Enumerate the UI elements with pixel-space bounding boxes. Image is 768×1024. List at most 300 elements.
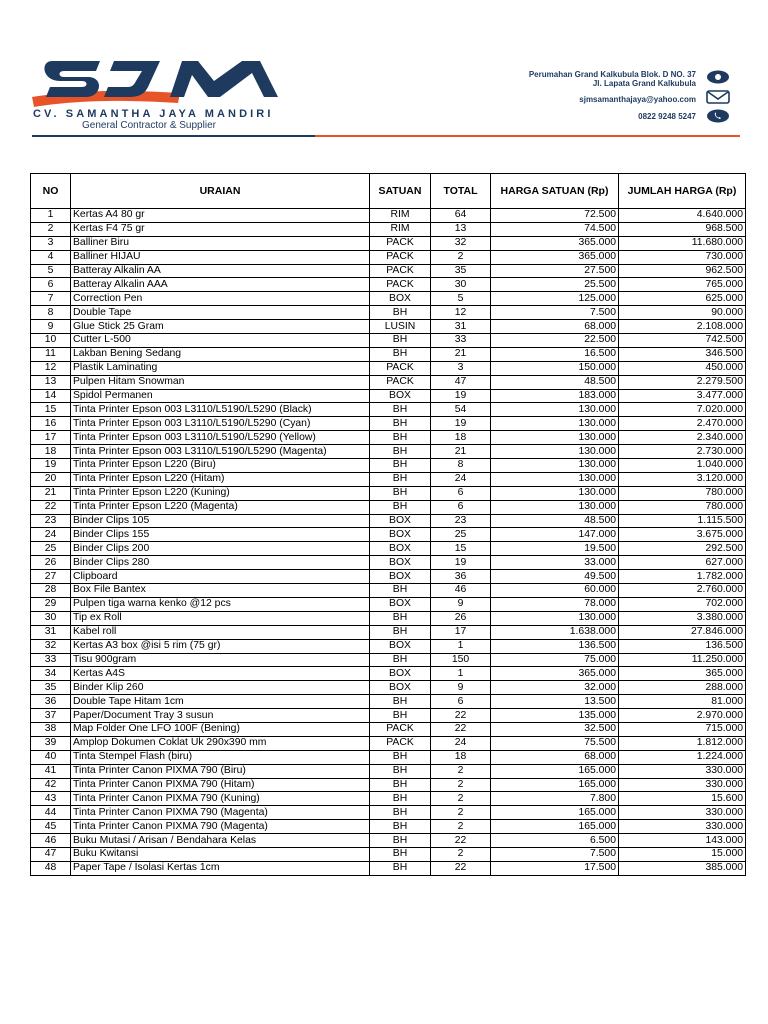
company-name: CV. SAMANTHA JAYA MANDIRI xyxy=(33,108,274,120)
row-harga-satuan: 19.500 xyxy=(491,542,619,556)
row-total: 32 xyxy=(431,236,491,250)
row-satuan: BH xyxy=(370,306,431,320)
row-satuan: BOX xyxy=(370,556,431,570)
row-uraian: Kertas A4 80 gr xyxy=(71,209,370,223)
row-harga-satuan: 165.000 xyxy=(491,778,619,792)
row-uraian: Batteray Alkalin AAA xyxy=(71,278,370,292)
row-harga-satuan: 27.500 xyxy=(491,264,619,278)
row-total: 19 xyxy=(431,389,491,403)
row-no: 45 xyxy=(31,820,71,834)
row-total: 1 xyxy=(431,667,491,681)
row-harga-satuan: 48.500 xyxy=(491,375,619,389)
row-jumlah-harga: 81.000 xyxy=(619,695,746,709)
row-no: 5 xyxy=(31,264,71,278)
table-row xyxy=(31,431,746,445)
whatsapp-icon xyxy=(706,109,730,123)
row-uraian: Tinta Stempel Flash (biru) xyxy=(71,750,370,764)
table-row xyxy=(31,764,746,778)
phone-text: 0822 9248 5247 xyxy=(638,112,696,121)
row-uraian: Double Tape Hitam 1cm xyxy=(71,695,370,709)
row-no: 34 xyxy=(31,667,71,681)
row-no: 18 xyxy=(31,445,71,459)
row-harga-satuan: 33.000 xyxy=(491,556,619,570)
row-harga-satuan: 1.638.000 xyxy=(491,625,619,639)
row-harga-satuan: 68.000 xyxy=(491,320,619,334)
row-total: 2 xyxy=(431,778,491,792)
table-row xyxy=(31,570,746,584)
row-no: 33 xyxy=(31,653,71,667)
row-jumlah-harga: 702.000 xyxy=(619,597,746,611)
row-jumlah-harga: 4.640.000 xyxy=(619,209,746,223)
row-total: 9 xyxy=(431,597,491,611)
row-no: 28 xyxy=(31,584,71,598)
item-table xyxy=(30,173,746,876)
row-uraian: Tinta Printer Epson 003 L3110/L5190/L5290 (Magenta) xyxy=(71,445,370,459)
row-harga-satuan: 7.500 xyxy=(491,306,619,320)
table-row xyxy=(31,695,746,709)
row-harga-satuan: 150.000 xyxy=(491,361,619,375)
table-row xyxy=(31,861,746,875)
row-harga-satuan: 365.000 xyxy=(491,236,619,250)
row-jumlah-harga: 2.470.000 xyxy=(619,417,746,431)
row-total: 54 xyxy=(431,403,491,417)
row-harga-satuan: 48.500 xyxy=(491,514,619,528)
row-no: 43 xyxy=(31,792,71,806)
row-satuan: BH xyxy=(370,611,431,625)
row-uraian: Pulpen Hitam Snowman xyxy=(71,375,370,389)
row-jumlah-harga: 1.812.000 xyxy=(619,736,746,750)
row-total: 2 xyxy=(431,792,491,806)
row-no: 24 xyxy=(31,528,71,542)
row-satuan: BH xyxy=(370,584,431,598)
row-satuan: BOX xyxy=(370,639,431,653)
row-harga-satuan: 49.500 xyxy=(491,570,619,584)
row-jumlah-harga: 365.000 xyxy=(619,667,746,681)
header-divider xyxy=(32,135,740,137)
row-total: 22 xyxy=(431,722,491,736)
row-total: 8 xyxy=(431,459,491,473)
row-no: 15 xyxy=(31,403,71,417)
row-no: 47 xyxy=(31,847,71,861)
row-total: 2 xyxy=(431,847,491,861)
row-uraian: Double Tape xyxy=(71,306,370,320)
row-harga-satuan: 165.000 xyxy=(491,764,619,778)
row-harga-satuan: 165.000 xyxy=(491,820,619,834)
row-jumlah-harga: 2.340.000 xyxy=(619,431,746,445)
row-satuan: PACK xyxy=(370,250,431,264)
row-total: 19 xyxy=(431,556,491,570)
row-jumlah-harga: 2.970.000 xyxy=(619,709,746,723)
table-row xyxy=(31,222,746,236)
table-row xyxy=(31,417,746,431)
email-text: sjmsamanthajaya@yahoo.com xyxy=(579,95,696,104)
row-satuan: BH xyxy=(370,778,431,792)
row-harga-satuan: 130.000 xyxy=(491,417,619,431)
row-jumlah-harga: 3.477.000 xyxy=(619,389,746,403)
row-uraian: Binder Clips 155 xyxy=(71,528,370,542)
row-uraian: Amplop Dokumen Coklat Uk 290x390 mm xyxy=(71,736,370,750)
row-uraian: Glue Stick 25 Gram xyxy=(71,320,370,334)
location-pin-icon xyxy=(706,70,730,84)
row-no: 14 xyxy=(31,389,71,403)
row-uraian: Tinta Printer Epson L220 (Magenta) xyxy=(71,500,370,514)
row-harga-satuan: 72.500 xyxy=(491,209,619,223)
row-total: 6 xyxy=(431,695,491,709)
row-satuan: BOX xyxy=(370,597,431,611)
table-header-row xyxy=(31,174,746,209)
row-jumlah-harga: 1.224.000 xyxy=(619,750,746,764)
table-row xyxy=(31,584,746,598)
row-uraian: Tinta Printer Canon PIXMA 790 (Biru) xyxy=(71,764,370,778)
row-harga-satuan: 130.000 xyxy=(491,431,619,445)
row-harga-satuan: 75.500 xyxy=(491,736,619,750)
row-satuan: PACK xyxy=(370,736,431,750)
table-row xyxy=(31,597,746,611)
table-row xyxy=(31,375,746,389)
row-satuan: BH xyxy=(370,709,431,723)
table-row xyxy=(31,403,746,417)
table-row xyxy=(31,389,746,403)
row-total: 22 xyxy=(431,861,491,875)
row-no: 27 xyxy=(31,570,71,584)
row-total: 23 xyxy=(431,514,491,528)
row-no: 13 xyxy=(31,375,71,389)
row-no: 10 xyxy=(31,334,71,348)
row-jumlah-harga: 962.500 xyxy=(619,264,746,278)
row-jumlah-harga: 143.000 xyxy=(619,834,746,848)
row-satuan: BH xyxy=(370,861,431,875)
row-satuan: PACK xyxy=(370,264,431,278)
row-uraian: Plastik Laminating xyxy=(71,361,370,375)
row-satuan: BH xyxy=(370,347,431,361)
table-row xyxy=(31,611,746,625)
row-satuan: PACK xyxy=(370,722,431,736)
row-satuan: BH xyxy=(370,847,431,861)
table-row xyxy=(31,292,746,306)
row-jumlah-harga: 1.115.500 xyxy=(619,514,746,528)
table-row xyxy=(31,445,746,459)
row-jumlah-harga: 11.250.000 xyxy=(619,653,746,667)
table-row xyxy=(31,278,746,292)
row-uraian: Pulpen tiga warna kenko @12 pcs xyxy=(71,597,370,611)
row-total: 30 xyxy=(431,278,491,292)
row-satuan: BH xyxy=(370,764,431,778)
row-satuan: BH xyxy=(370,417,431,431)
row-jumlah-harga: 715.000 xyxy=(619,722,746,736)
row-total: 22 xyxy=(431,834,491,848)
row-no: 32 xyxy=(31,639,71,653)
row-satuan: BH xyxy=(370,459,431,473)
row-harga-satuan: 130.000 xyxy=(491,611,619,625)
row-jumlah-harga: 330.000 xyxy=(619,806,746,820)
row-uraian: Cutter L-500 xyxy=(71,334,370,348)
row-total: 31 xyxy=(431,320,491,334)
row-uraian: Batteray Alkalin AA xyxy=(71,264,370,278)
mail-icon xyxy=(706,90,730,104)
row-satuan: PACK xyxy=(370,361,431,375)
row-no: 26 xyxy=(31,556,71,570)
row-no: 31 xyxy=(31,625,71,639)
col-header-no: NO xyxy=(31,174,71,209)
row-uraian: Spidol Permanen xyxy=(71,389,370,403)
table-body xyxy=(31,209,746,876)
row-no: 44 xyxy=(31,806,71,820)
row-jumlah-harga: 968.500 xyxy=(619,222,746,236)
row-uraian: Kertas A3 box @isi 5 rim (75 gr) xyxy=(71,639,370,653)
row-satuan: PACK xyxy=(370,236,431,250)
row-total: 24 xyxy=(431,736,491,750)
row-satuan: BH xyxy=(370,445,431,459)
row-harga-satuan: 78.000 xyxy=(491,597,619,611)
row-no: 37 xyxy=(31,709,71,723)
row-total: 1 xyxy=(431,639,491,653)
row-uraian: Kertas A4S xyxy=(71,667,370,681)
row-satuan: BOX xyxy=(370,542,431,556)
table-row xyxy=(31,236,746,250)
row-harga-satuan: 130.000 xyxy=(491,500,619,514)
row-total: 21 xyxy=(431,347,491,361)
row-uraian: Binder Klip 260 xyxy=(71,681,370,695)
row-no: 6 xyxy=(31,278,71,292)
row-harga-satuan: 17.500 xyxy=(491,861,619,875)
row-satuan: PACK xyxy=(370,375,431,389)
table-row xyxy=(31,528,746,542)
row-uraian: Tinta Printer Epson 003 L3110/L5190/L5290 (Black) xyxy=(71,403,370,417)
row-harga-satuan: 25.500 xyxy=(491,278,619,292)
address-line-1: Perumahan Grand Kalkubula Blok. D NO. 37 xyxy=(528,70,696,79)
row-jumlah-harga: 330.000 xyxy=(619,778,746,792)
row-jumlah-harga: 450.000 xyxy=(619,361,746,375)
row-no: 2 xyxy=(31,222,71,236)
row-harga-satuan: 165.000 xyxy=(491,806,619,820)
row-jumlah-harga: 3.120.000 xyxy=(619,472,746,486)
row-no: 21 xyxy=(31,486,71,500)
row-no: 9 xyxy=(31,320,71,334)
table-row xyxy=(31,667,746,681)
table-row xyxy=(31,556,746,570)
row-harga-satuan: 130.000 xyxy=(491,403,619,417)
row-harga-satuan: 32.000 xyxy=(491,681,619,695)
table-row xyxy=(31,459,746,473)
row-jumlah-harga: 27.846.000 xyxy=(619,625,746,639)
row-no: 17 xyxy=(31,431,71,445)
row-total: 3 xyxy=(431,361,491,375)
row-total: 5 xyxy=(431,292,491,306)
row-total: 2 xyxy=(431,820,491,834)
row-uraian: Buku Mutasi / Arisan / Bendahara Kelas xyxy=(71,834,370,848)
row-satuan: PACK xyxy=(370,278,431,292)
row-harga-satuan: 130.000 xyxy=(491,459,619,473)
row-total: 150 xyxy=(431,653,491,667)
table-row xyxy=(31,625,746,639)
row-total: 47 xyxy=(431,375,491,389)
col-header-satuan: SATUAN xyxy=(370,174,431,209)
row-total: 36 xyxy=(431,570,491,584)
row-no: 20 xyxy=(31,472,71,486)
row-harga-satuan: 75.000 xyxy=(491,653,619,667)
table-row xyxy=(31,681,746,695)
table-row xyxy=(31,514,746,528)
row-total: 19 xyxy=(431,417,491,431)
row-harga-satuan: 147.000 xyxy=(491,528,619,542)
row-total: 21 xyxy=(431,445,491,459)
row-satuan: BOX xyxy=(370,514,431,528)
row-no: 41 xyxy=(31,764,71,778)
row-jumlah-harga: 3.380.000 xyxy=(619,611,746,625)
row-no: 29 xyxy=(31,597,71,611)
table-row xyxy=(31,361,746,375)
row-satuan: RIM xyxy=(370,209,431,223)
row-satuan: BH xyxy=(370,472,431,486)
sjm-logo xyxy=(30,57,292,109)
row-satuan: BH xyxy=(370,403,431,417)
table-row xyxy=(31,778,746,792)
row-uraian: Tinta Printer Epson L220 (Biru) xyxy=(71,459,370,473)
row-harga-satuan: 125.000 xyxy=(491,292,619,306)
row-uraian: Tinta Printer Epson L220 (Kuning) xyxy=(71,486,370,500)
row-uraian: Tinta Printer Epson 003 L3110/L5190/L5290 (Cyan) xyxy=(71,417,370,431)
table-row xyxy=(31,820,746,834)
logo-text: SJM xyxy=(30,57,32,58)
row-uraian: Correction Pen xyxy=(71,292,370,306)
row-no: 48 xyxy=(31,861,71,875)
row-uraian: Binder Clips 200 xyxy=(71,542,370,556)
row-harga-satuan: 135.000 xyxy=(491,709,619,723)
row-total: 13 xyxy=(431,222,491,236)
row-harga-satuan: 130.000 xyxy=(491,445,619,459)
row-harga-satuan: 13.500 xyxy=(491,695,619,709)
row-uraian: Tinta Printer Canon PIXMA 790 (Hitam) xyxy=(71,778,370,792)
row-jumlah-harga: 292.500 xyxy=(619,542,746,556)
row-satuan: BH xyxy=(370,820,431,834)
table-row xyxy=(31,709,746,723)
row-satuan: BH xyxy=(370,750,431,764)
row-uraian: Box File Bantex xyxy=(71,584,370,598)
row-jumlah-harga: 15.600 xyxy=(619,792,746,806)
row-uraian: Buku Kwitansi xyxy=(71,847,370,861)
row-no: 46 xyxy=(31,834,71,848)
row-total: 26 xyxy=(431,611,491,625)
row-uraian: Paper/Document Tray 3 susun xyxy=(71,709,370,723)
row-satuan: RIM xyxy=(370,222,431,236)
row-uraian: Map Folder One LFO 100F (Bening) xyxy=(71,722,370,736)
row-no: 30 xyxy=(31,611,71,625)
row-jumlah-harga: 15.000 xyxy=(619,847,746,861)
row-total: 17 xyxy=(431,625,491,639)
row-satuan: BH xyxy=(370,625,431,639)
row-jumlah-harga: 2.730.000 xyxy=(619,445,746,459)
table-row xyxy=(31,500,746,514)
row-satuan: BH xyxy=(370,334,431,348)
row-no: 36 xyxy=(31,695,71,709)
company-subtitle: General Contractor & Supplier xyxy=(82,120,216,131)
row-harga-satuan: 183.000 xyxy=(491,389,619,403)
row-total: 25 xyxy=(431,528,491,542)
row-uraian: Binder Clips 280 xyxy=(71,556,370,570)
row-satuan: BOX xyxy=(370,570,431,584)
letterhead xyxy=(0,0,768,140)
row-total: 12 xyxy=(431,306,491,320)
row-uraian: Clipboard xyxy=(71,570,370,584)
table-row xyxy=(31,209,746,223)
row-satuan: BOX xyxy=(370,681,431,695)
row-jumlah-harga: 2.760.000 xyxy=(619,584,746,598)
row-harga-satuan: 32.500 xyxy=(491,722,619,736)
row-uraian: Tinta Printer Epson L220 (Hitam) xyxy=(71,472,370,486)
row-satuan: BH xyxy=(370,500,431,514)
row-no: 16 xyxy=(31,417,71,431)
row-no: 42 xyxy=(31,778,71,792)
table-row xyxy=(31,347,746,361)
table-row xyxy=(31,792,746,806)
row-total: 15 xyxy=(431,542,491,556)
row-harga-satuan: 68.000 xyxy=(491,750,619,764)
table-row xyxy=(31,736,746,750)
row-total: 6 xyxy=(431,486,491,500)
row-total: 2 xyxy=(431,764,491,778)
row-harga-satuan: 365.000 xyxy=(491,667,619,681)
table-row xyxy=(31,653,746,667)
row-jumlah-harga: 330.000 xyxy=(619,764,746,778)
row-harga-satuan: 365.000 xyxy=(491,250,619,264)
table-row xyxy=(31,750,746,764)
col-header-total: TOTAL xyxy=(431,174,491,209)
row-jumlah-harga: 2.279.500 xyxy=(619,375,746,389)
row-no: 8 xyxy=(31,306,71,320)
row-jumlah-harga: 11.680.000 xyxy=(619,236,746,250)
row-jumlah-harga: 7.020.000 xyxy=(619,403,746,417)
row-total: 35 xyxy=(431,264,491,278)
table-row xyxy=(31,320,746,334)
row-jumlah-harga: 288.000 xyxy=(619,681,746,695)
row-uraian: Balliner Biru xyxy=(71,236,370,250)
row-no: 39 xyxy=(31,736,71,750)
row-no: 22 xyxy=(31,500,71,514)
row-uraian: Lakban Bening Sedang xyxy=(71,347,370,361)
row-no: 25 xyxy=(31,542,71,556)
table-row xyxy=(31,847,746,861)
row-harga-satuan: 16.500 xyxy=(491,347,619,361)
row-jumlah-harga: 136.500 xyxy=(619,639,746,653)
row-total: 6 xyxy=(431,500,491,514)
row-harga-satuan: 22.500 xyxy=(491,334,619,348)
row-satuan: LUSIN xyxy=(370,320,431,334)
row-total: 46 xyxy=(431,584,491,598)
row-jumlah-harga: 625.000 xyxy=(619,292,746,306)
row-satuan: BOX xyxy=(370,528,431,542)
table-row xyxy=(31,306,746,320)
row-uraian: Tip ex Roll xyxy=(71,611,370,625)
row-satuan: BH xyxy=(370,806,431,820)
row-jumlah-harga: 627.000 xyxy=(619,556,746,570)
row-harga-satuan: 130.000 xyxy=(491,472,619,486)
row-uraian: Tinta Printer Canon PIXMA 790 (Magenta) xyxy=(71,820,370,834)
row-total: 9 xyxy=(431,681,491,695)
row-no: 40 xyxy=(31,750,71,764)
row-no: 35 xyxy=(31,681,71,695)
row-uraian: Tisu 900gram xyxy=(71,653,370,667)
table-row xyxy=(31,639,746,653)
row-uraian: Balliner HIJAU xyxy=(71,250,370,264)
row-total: 22 xyxy=(431,709,491,723)
row-total: 18 xyxy=(431,431,491,445)
row-satuan: BH xyxy=(370,792,431,806)
row-satuan: BOX xyxy=(370,389,431,403)
table-row xyxy=(31,542,746,556)
row-total: 64 xyxy=(431,209,491,223)
row-uraian: Tinta Printer Canon PIXMA 790 (Kuning) xyxy=(71,792,370,806)
row-jumlah-harga: 765.000 xyxy=(619,278,746,292)
